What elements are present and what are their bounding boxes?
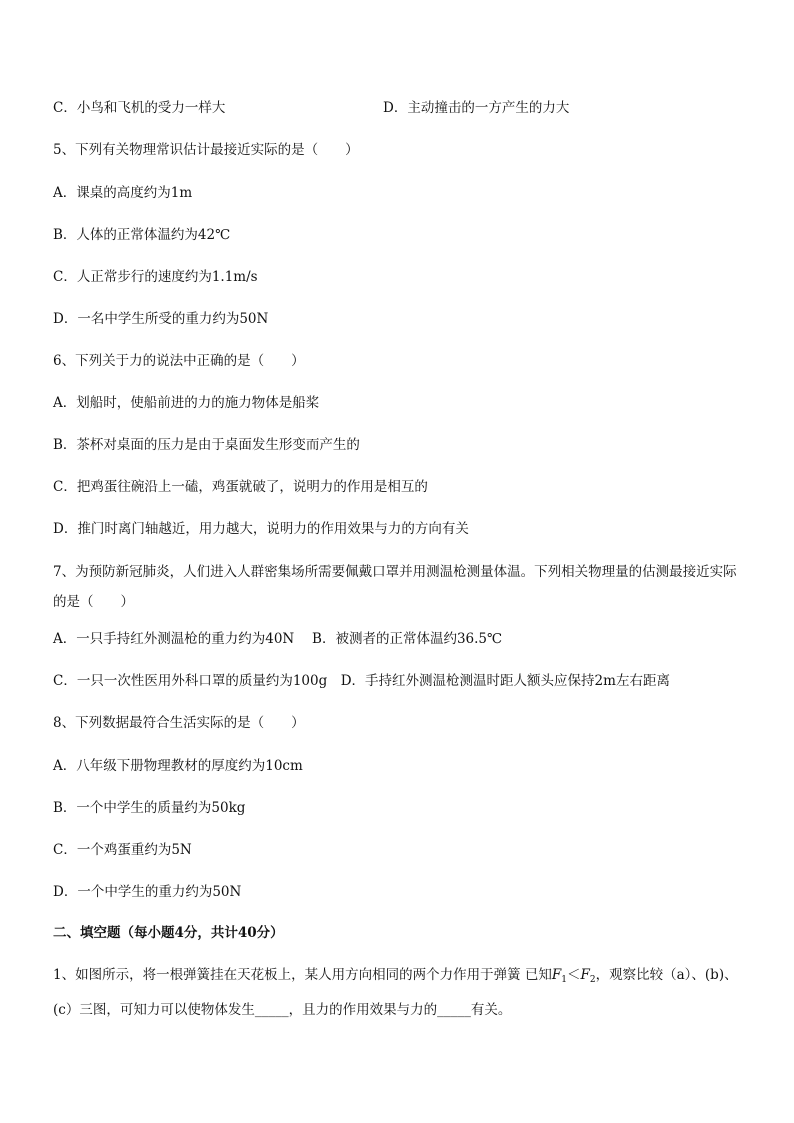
question-6-option-b: B．茶杯对桌面的压力是由于桌面发生形变而产生的 [53, 437, 360, 453]
force-symbol-2: F [580, 967, 590, 983]
force-symbol-1: F [551, 967, 562, 983]
question-6-option-d: D．推门时离门轴越近，用力越大，说明力的作用效果与力的方向有关 [53, 521, 469, 537]
question-5: 5、下列有关物理常识估计最接近实际的是（ ） [53, 142, 359, 158]
question-6: 6、下列关于力的说法中正确的是（ ） [53, 353, 305, 369]
option-d-text: D．主动撞击的一方产生的力大 [383, 100, 570, 116]
less-than-sign: ＜ [567, 967, 581, 983]
option-c-text: C．小鸟和飞机的受力一样大 [53, 100, 226, 116]
question-6-option-a: A．划船时，使船前进的力的施力物体是船桨 [53, 395, 320, 411]
fill-question-1-rest: ，观察比较（a）、(b)、(c）三图，可知力可以使物体发生_____，且力的作用效果与力的_____有关。 [53, 967, 738, 1018]
question-7: 7、为预防新冠肺炎，人们进入人群密集场所需要佩戴口罩并用测温枪测量体温。下列相关物理量的估测最接近实际的是（ ） [53, 564, 737, 610]
question-8-option-c: C．一个鸡蛋重约为5N [53, 842, 192, 858]
question-8-option-b: B．一个中学生的质量约为50kg [53, 800, 246, 816]
option-5c-prev [53, 98, 570, 118]
question-5-option-c: C．人正常步行的速度约为1.1m/s [53, 269, 258, 285]
question-7-options-cd: C．一只一次性医用外科口罩的质量约为100g D．手持红外测温枪测温时距人额头应保持2m左右距离 [53, 673, 670, 689]
subscript-1: 1 [561, 975, 567, 985]
fill-question-1 [53, 960, 743, 1025]
question-6-option-c: C．把鸡蛋往碗沿上一磕，鸡蛋就破了，说明力的作用是相互的 [53, 479, 428, 495]
question-5-option-d: D．一名中学生所受的重力约为50N [53, 311, 269, 327]
question-7-options-ab: A．一只手持红外测温枪的重力约为40N B．被测者的正常体温约36.5℃ [53, 631, 503, 647]
section-heading: 二、填空题（每小题4分，共计40分） [53, 925, 284, 941]
question-8-option-d: D．一个中学生的重力约为50N [53, 884, 242, 900]
question-8-option-a: A．八年级下册物理教材的厚度约为10cm [53, 758, 303, 774]
question-5-option-a: A．课桌的高度约为1m [53, 185, 193, 201]
question-8: 8、下列数据最符合生活实际的是（ ） [53, 715, 305, 731]
question-5-option-b: B．人体的正常体温约为42℃ [53, 227, 231, 243]
subscript-2: 2 [589, 975, 596, 985]
fill-question-1-text: 1、如图所示，将一根弹簧挂在天花板上，某人用方向相同的两个力作用于弹簧 已知 [53, 967, 552, 983]
